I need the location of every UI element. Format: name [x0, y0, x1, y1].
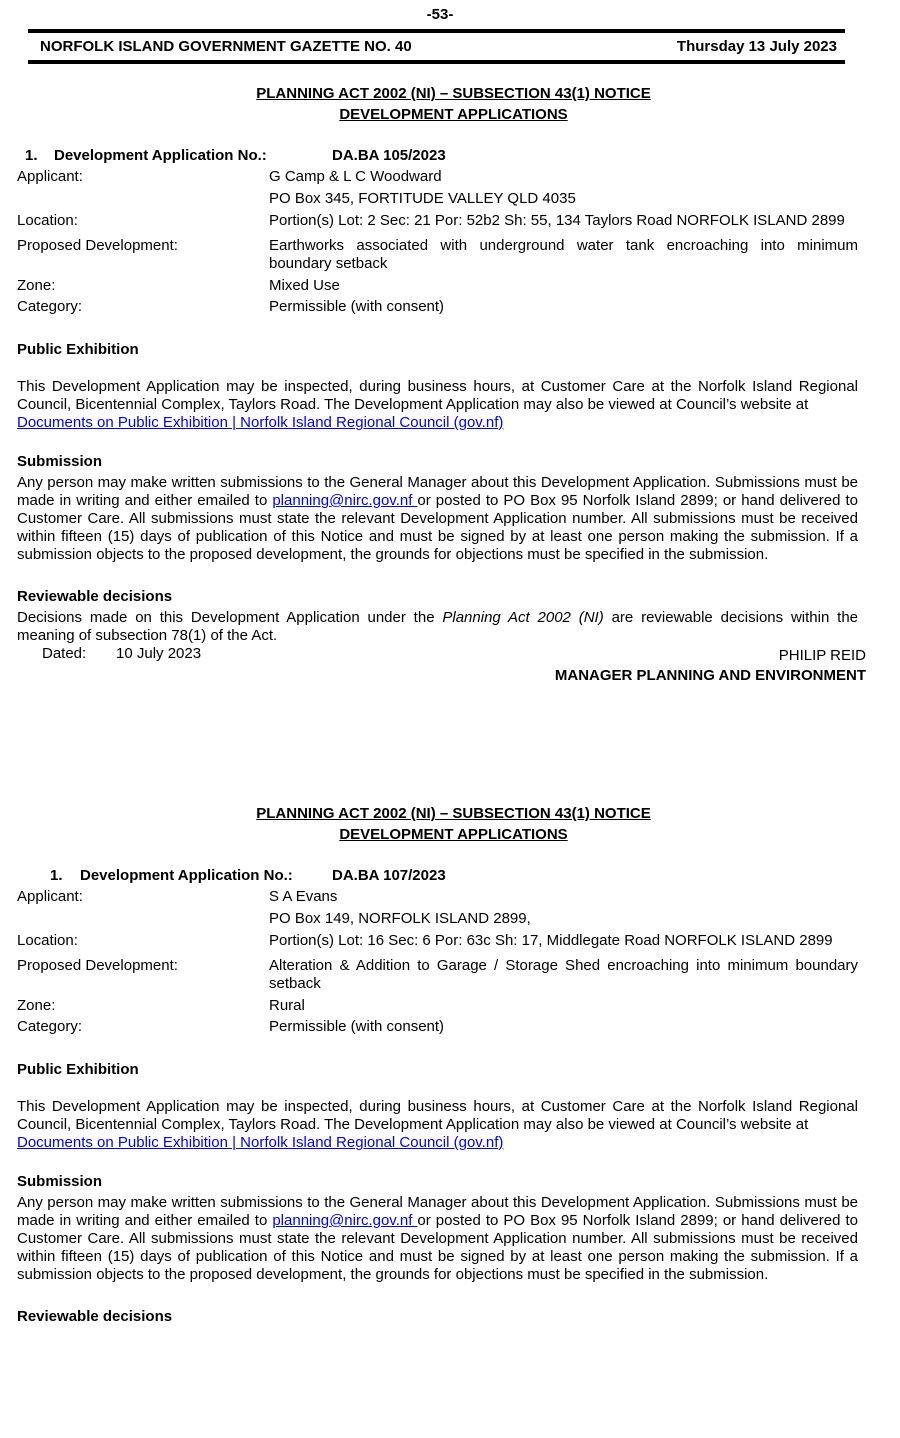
applicant-address: PO Box 149, NORFOLK ISLAND 2899,: [269, 910, 531, 927]
exhibition-link[interactable]: Documents on Public Exhibition | Norfolk Island Regional Council (gov.nf): [17, 1134, 504, 1151]
applicant-label: Applicant:: [17, 168, 83, 185]
exhibition-heading: Public Exhibition: [17, 1061, 139, 1078]
submission-email-link[interactable]: planning@nirc.gov.nf: [272, 1212, 418, 1229]
reviewable-text: Decisions made on this Development Application under the Planning Act 2002 (NI) are reviewable decisions within the meaning of subsection 78(1) of the Act.: [17, 609, 859, 644]
exhibition-text: This Development Application may be inspected, during business hours, at Customer Care at the Norfolk Island Regional Council, Bicentennial Complex, Taylors Road. The Development Application may also be viewed at Council’s website at Documents on Public Exhibition | Norfolk Island Regional Council (gov.nf): [17, 1098, 858, 1151]
submission-heading: Submission: [17, 1173, 103, 1190]
exhibition-text: This Development Application may be inspected, during business hours, at Customer Care at the Norfolk Island Regional Council, Bicentennial Complex, Taylors Road. The Development Application may also be viewed at Council’s website at Documents on Public Exhibition | Norfolk Island Regional Council (gov.nf): [17, 378, 858, 431]
submission-email-link[interactable]: planning@nirc.gov.nf: [272, 492, 418, 509]
category-label: Category:: [17, 298, 83, 315]
category-value: Permissible (with consent): [269, 1018, 445, 1035]
submission-heading: Submission: [17, 453, 103, 470]
category-row: [17, 1018, 858, 1039]
da-label: Development Application No.:: [80, 867, 293, 884]
notice-title-line2: DEVELOPMENT APPLICATIONS: [339, 826, 568, 843]
notice-1: [17, 83, 866, 685]
proposed-value: Earthworks associated with underground water tank encroaching into minimum boundary setback: [269, 237, 858, 272]
notice-2: [17, 803, 858, 1329]
gazette-date: Thursday 13 July 2023: [676, 38, 837, 55]
applicant-name: S A Evans: [269, 888, 338, 905]
submission-text: Any person may make written submissions to the General Manager about this Development Application. Submissions must be made in writing and either emailed to planning@nirc.gov.nf or posted to PO Box 95 Norfolk Island 2899; or hand delivered to Customer Care. All submissions must state the relevant Development Application number. All submissions must be received within fifteen (15) days of publication of this Notice and must be signed by at least one person making the submission. If a submission objects to the proposed development, the grounds for objections must be specified in the submission.: [17, 474, 858, 563]
applicant-row: [17, 888, 858, 928]
submission-text: Any person may make written submissions to the General Manager about this Development Application. Submissions must be made in writing and either emailed to planning@nirc.gov.nf or posted to PO Box 95 Norfolk Island 2899; or hand delivered to Customer Care. All submissions must state the relevant Development Application number. All submissions must be received within fifteen (15) days of publication of this Notice and must be signed by at least one person making the submission. If a submission objects to the proposed development, the grounds for objections must be specified in the submission.: [17, 1194, 858, 1283]
zone-row: [17, 277, 858, 298]
applicant-address: PO Box 345, FORTITUDE VALLEY QLD 4035: [269, 190, 576, 207]
reviewable-heading: Reviewable decisions: [17, 1308, 173, 1325]
location-value: Portion(s) Lot: 2 Sec: 21 Por: 52b2 Sh: 55, 134 Taylors Road NORFOLK ISLAND 2899: [269, 212, 845, 229]
proposed-row: [17, 957, 858, 993]
location-label: Location:: [17, 212, 78, 229]
proposed-row: [17, 237, 858, 273]
dated-line: [17, 645, 858, 666]
signatory-name: PHILIP REID: [778, 647, 866, 664]
dated-value: 10 July 2023: [116, 645, 202, 662]
location-row: [17, 212, 858, 233]
zone-label: Zone:: [17, 997, 56, 1014]
zone-label: Zone:: [17, 277, 56, 294]
applicant-name: G Camp & L C Woodward: [269, 168, 442, 185]
item-number: 1.: [25, 147, 38, 164]
applicant-label: Applicant:: [17, 888, 83, 905]
signatory-role: MANAGER PLANNING AND ENVIRONMENT: [554, 667, 866, 684]
location-label: Location:: [17, 932, 78, 949]
zone-row: [17, 997, 858, 1018]
da-label: Development Application No.:: [54, 147, 267, 164]
proposed-value: Alteration & Addition to Garage / Storage Shed encroaching into minimum boundary setback: [269, 957, 858, 992]
notice-title-line1: PLANNING ACT 2002 (NI) – SUBSECTION 43(1) NOTICE: [256, 85, 651, 102]
notice-title-line2: DEVELOPMENT APPLICATIONS: [339, 106, 568, 123]
da-number: DA.BA 107/2023: [332, 867, 446, 884]
proposed-label: Proposed Development:: [17, 237, 178, 254]
da-number-line: [17, 867, 858, 888]
category-value: Permissible (with consent): [269, 298, 445, 315]
item-number: 1.: [50, 867, 63, 884]
zone-value: Rural: [269, 997, 305, 1014]
da-number-line: [17, 147, 858, 168]
dated-label: Dated:: [42, 645, 87, 662]
proposed-label: Proposed Development:: [17, 957, 178, 974]
notice-title-line1: PLANNING ACT 2002 (NI) – SUBSECTION 43(1) NOTICE: [256, 805, 651, 822]
header-rule-bottom: [28, 60, 845, 64]
location-value: Portion(s) Lot: 16 Sec: 6 Por: 63c Sh: 17, Middlegate Road NORFOLK ISLAND 2899: [269, 932, 833, 949]
location-row: [17, 932, 858, 953]
header-rule-top: [28, 29, 845, 33]
exhibition-link[interactable]: Documents on Public Exhibition | Norfolk Island Regional Council (gov.nf): [17, 414, 504, 431]
da-number: DA.BA 105/2023: [332, 147, 446, 164]
exhibition-heading: Public Exhibition: [17, 341, 139, 358]
applicant-row: [17, 168, 858, 208]
reviewable-heading: Reviewable decisions: [17, 588, 173, 605]
page-number: -53-: [426, 6, 454, 23]
zone-value: Mixed Use: [269, 277, 340, 294]
category-label: Category:: [17, 1018, 83, 1035]
gazette-title: NORFOLK ISLAND GOVERNMENT GAZETTE NO. 40: [40, 38, 412, 55]
category-row: [17, 298, 858, 319]
